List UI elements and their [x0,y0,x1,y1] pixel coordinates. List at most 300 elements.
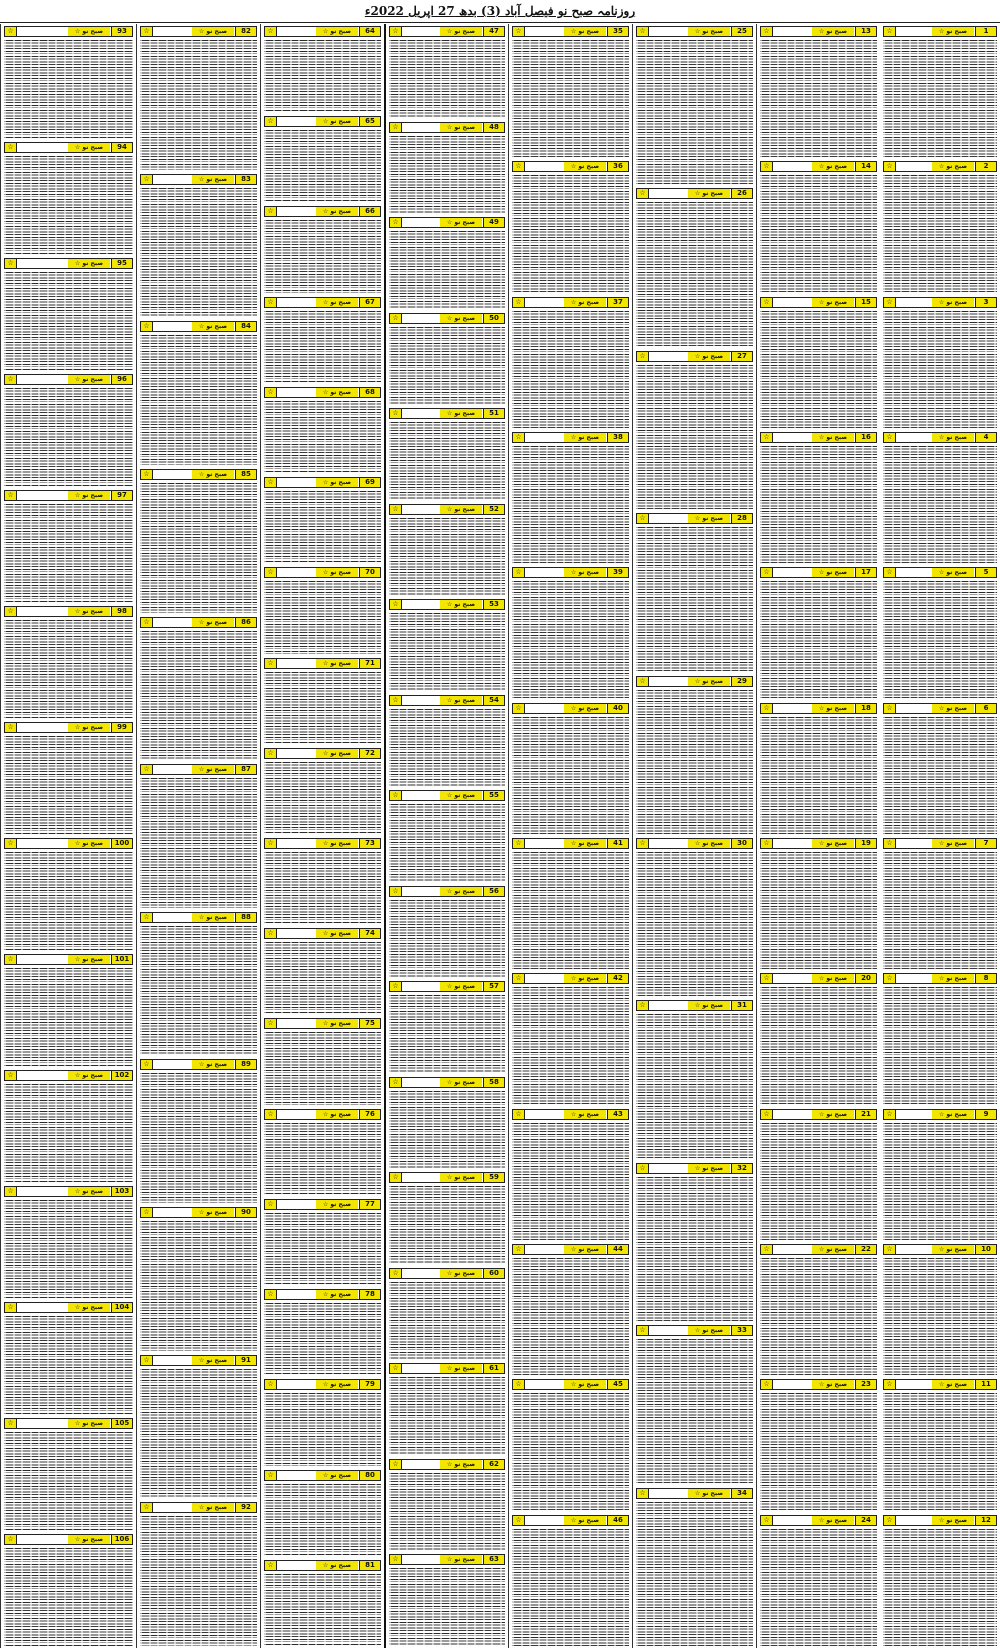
notice-title: صبح نو ☆ [932,839,974,848]
star-icon: ☆ [761,974,773,983]
notice-header [512,297,629,308]
star-icon: ☆ [513,1516,525,1525]
notice-title: صبح نو ☆ [440,887,482,896]
star-icon: ☆ [265,659,277,668]
notice-body-text [140,926,257,1056]
star-icon: ☆ [265,388,277,397]
star-icon: ☆ [5,27,17,36]
notice-block [636,1163,753,1321]
notice-title: صبح نو ☆ [68,955,110,964]
notice-block [264,838,381,924]
notice-number: 59 [483,1173,504,1182]
notice-number: 37 [607,298,628,307]
star-icon: ☆ [513,704,525,713]
notice-header [636,26,753,37]
notice-block [512,1515,629,1646]
star-icon: ☆ [265,1471,277,1480]
notice-number: 62 [483,1460,504,1469]
notice-number: 22 [855,1245,876,1254]
star-icon: ☆ [265,1561,277,1570]
notice-header [636,1488,753,1499]
notice-block [140,912,257,1056]
notice-body-text [389,231,505,309]
notice-title: صبح نو ☆ [932,1516,974,1525]
notice-number: 54 [483,696,504,705]
notice-body-text [140,483,257,613]
notice-body-text [636,1502,753,1646]
notice-block [636,513,753,671]
notice-header [389,122,505,133]
notice-header [512,973,629,984]
notice-header [636,838,753,849]
notice-title: صبح نو ☆ [688,677,730,686]
notice-body-text [264,1303,381,1375]
notice-number: 82 [235,27,256,36]
notice-header [760,161,877,172]
notice-title: صبح نو ☆ [192,470,234,479]
notice-number: 76 [359,1110,380,1119]
star-icon: ☆ [141,175,153,184]
star-icon: ☆ [390,887,402,896]
notice-header [883,973,997,984]
notice-title: صبح نو ☆ [68,259,110,268]
star-icon: ☆ [884,704,896,713]
notice-header [264,387,381,398]
notice-header [140,1059,257,1070]
notice-header [512,838,629,849]
notice-block [512,567,629,698]
notice-block [140,764,257,908]
notice-block [140,1059,257,1203]
notice-header [760,1515,877,1526]
notice-header [4,1186,133,1197]
notice-block [760,703,877,834]
notice-header [512,703,629,714]
notice-title: صبح نو ☆ [564,1110,606,1119]
star-icon: ☆ [884,298,896,307]
notice-body-text [760,311,877,428]
notice-block [4,1302,133,1414]
notice-body-text [4,1084,133,1182]
notice-number: 38 [607,433,628,442]
notice-number: 77 [359,1200,380,1209]
notice-number: 64 [359,27,380,36]
notice-number: 44 [607,1245,628,1254]
notice-body-text [883,40,997,157]
notice-number: 36 [607,162,628,171]
star-icon: ☆ [761,1110,773,1119]
star-icon: ☆ [513,433,525,442]
notice-block [512,973,629,1104]
star-icon: ☆ [761,568,773,577]
notice-number: 73 [359,839,380,848]
notice-title: صبح نو ☆ [812,1110,854,1119]
notice-body-text [760,717,877,834]
notice-block [636,676,753,834]
star-icon: ☆ [390,123,402,132]
notice-number: 32 [731,1164,752,1173]
notice-header [140,321,257,332]
notice-block [264,1289,381,1375]
notice-title: صبح نو ☆ [932,974,974,983]
notice-block [636,1000,753,1158]
notice-title: صبح نو ☆ [688,514,730,523]
star-icon: ☆ [390,1173,402,1182]
notice-header [4,954,133,965]
notice-block [389,122,505,214]
notice-body-text [389,1282,505,1360]
notice-title: صبح نو ☆ [316,1290,358,1299]
notice-title: صبح نو ☆ [440,1364,482,1373]
notice-block [264,387,381,473]
star-icon: ☆ [141,1356,153,1365]
notice-title: صبح نو ☆ [564,298,606,307]
notice-body-text [389,900,505,978]
notice-title: صبح نو ☆ [440,1460,482,1469]
notice-title: صبح نو ☆ [812,1516,854,1525]
notice-number: 71 [359,659,380,668]
notice-header [4,1534,133,1545]
notice-header [883,703,997,714]
notice-header [760,26,877,37]
notice-body-text [264,1484,381,1556]
notice-block [389,1554,505,1646]
notice-number: 40 [607,704,628,713]
star-icon: ☆ [141,1503,153,1512]
star-icon: ☆ [265,1110,277,1119]
star-icon: ☆ [761,704,773,713]
notice-body-text [264,581,381,653]
notice-header [264,748,381,759]
notice-header [389,1172,505,1183]
notice-body-text [760,1123,877,1240]
notice-body-text [4,1432,133,1530]
notice-header [4,606,133,617]
notice-header [4,490,133,501]
notice-body-text [636,1014,753,1158]
notice-title: صبح نو ☆ [316,478,358,487]
star-icon: ☆ [141,27,153,36]
notice-number: 63 [483,1555,504,1564]
notice-title: صبح نو ☆ [932,298,974,307]
notice-header [389,1268,505,1279]
notice-number: 1 [975,27,996,36]
star-icon: ☆ [5,607,17,616]
notice-header [4,1418,133,1429]
notice-block [883,1379,997,1510]
star-icon: ☆ [637,677,649,686]
notice-block [760,1244,877,1375]
star-icon: ☆ [265,478,277,487]
notice-body-text [883,311,997,428]
notice-number: 39 [607,568,628,577]
notice-body-text [389,995,505,1073]
star-icon: ☆ [390,982,402,991]
star-icon: ☆ [265,1380,277,1389]
star-icon: ☆ [884,839,896,848]
star-icon: ☆ [5,1419,17,1428]
notice-body-text [4,272,133,370]
notice-body-text [512,1393,629,1510]
star-icon: ☆ [141,913,153,922]
notice-body-text [636,527,753,671]
notice-block [264,26,381,112]
notice-header [4,838,133,849]
notice-title: صبح نو ☆ [440,123,482,132]
notice-number: 103 [111,1187,132,1196]
notice-block [512,1109,629,1240]
notice-block [4,1070,133,1182]
notice-header [883,1109,997,1120]
notice-header [512,161,629,172]
notice-header [389,313,505,324]
notice-number: 9 [975,1110,996,1119]
notice-title: صبح نو ☆ [812,974,854,983]
notice-body-text [883,1529,997,1646]
notice-number: 79 [359,1380,380,1389]
star-icon: ☆ [637,1489,649,1498]
notice-block [512,297,629,428]
notice-body-text [264,491,381,563]
notice-block [264,206,381,292]
star-icon: ☆ [5,839,17,848]
notice-block [264,748,381,834]
notice-title: صبح نو ☆ [192,618,234,627]
notice-block [140,1207,257,1351]
notice-number: 29 [731,677,752,686]
notice-body-text [512,852,629,969]
notice-title: صبح نو ☆ [812,839,854,848]
notice-title: صبح نو ☆ [68,839,110,848]
star-icon: ☆ [265,117,277,126]
notice-number: 96 [111,375,132,384]
notice-title: صبح نو ☆ [812,704,854,713]
notice-number: 31 [731,1001,752,1010]
notice-body-text [140,188,257,318]
star-icon: ☆ [637,839,649,848]
notice-header [760,297,877,308]
notice-header [512,1515,629,1526]
notice-title: صبح نو ☆ [316,207,358,216]
notice-block [389,1268,505,1360]
notice-columns [0,24,1000,1648]
star-icon: ☆ [637,1001,649,1010]
notice-title: صبح نو ☆ [316,1380,358,1389]
notice-number: 28 [731,514,752,523]
notice-header [760,432,877,443]
notice-number: 3 [975,298,996,307]
notice-header [512,432,629,443]
star-icon: ☆ [5,723,17,732]
notice-title: صبح نو ☆ [440,27,482,36]
notice-number: 41 [607,839,628,848]
notice-number: 84 [235,322,256,331]
notice-number: 55 [483,791,504,800]
notice-number: 98 [111,607,132,616]
notice-title: صبح نو ☆ [440,1269,482,1278]
notice-number: 46 [607,1516,628,1525]
star-icon: ☆ [265,839,277,848]
star-icon: ☆ [513,27,525,36]
star-icon: ☆ [884,433,896,442]
star-icon: ☆ [141,470,153,479]
notice-title: صبح نو ☆ [68,1535,110,1544]
masthead-text: روزنامہ صبح نو فیصل آباد (3) بدھ 27 اپریل 2022ء [364,4,636,18]
star-icon: ☆ [390,27,402,36]
notice-title: صبح نو ☆ [316,298,358,307]
notice-block [264,477,381,563]
notice-number: 47 [483,27,504,36]
notice-header [140,1355,257,1366]
notice-block [760,1379,877,1510]
notice-block [389,599,505,691]
notice-block [512,703,629,834]
notice-number: 42 [607,974,628,983]
notice-title: صبح نو ☆ [932,27,974,36]
notice-block [264,297,381,383]
notice-title: صبح نو ☆ [564,974,606,983]
notice-block [512,26,629,157]
notice-body-text [760,446,877,563]
notice-block [883,1515,997,1646]
notice-body-text [389,1186,505,1264]
notice-number: 12 [975,1516,996,1525]
notice-header [264,658,381,669]
notice-header [389,26,505,37]
notice-block [636,838,753,996]
notice-number: 43 [607,1110,628,1119]
notice-block [264,1379,381,1465]
star-icon: ☆ [761,298,773,307]
notice-block [389,981,505,1073]
notice-header [389,1554,505,1565]
notice-block [264,928,381,1014]
notice-header [883,567,997,578]
notice-number: 5 [975,568,996,577]
star-icon: ☆ [761,433,773,442]
notice-number: 19 [855,839,876,848]
notice-number: 75 [359,1019,380,1028]
star-icon: ☆ [513,1380,525,1389]
notice-body-text [512,40,629,157]
notice-body-text [264,130,381,202]
notice-block [264,1018,381,1104]
notice-title: صبح نو ☆ [932,1245,974,1254]
notice-header [140,26,257,37]
notice-body-text [389,422,505,500]
notice-number: 85 [235,470,256,479]
notice-block [140,469,257,613]
notice-title: صبح نو ☆ [316,929,358,938]
notice-body-text [512,1258,629,1375]
notice-body-text [140,1516,257,1646]
notice-number: 24 [855,1516,876,1525]
notice-body-text [264,1574,381,1646]
notice-title: صبح نو ☆ [316,1561,358,1570]
notice-number: 52 [483,505,504,514]
notice-block [883,567,997,698]
notice-title: صبح نو ☆ [812,1245,854,1254]
star-icon: ☆ [265,1290,277,1299]
notice-body-text [636,852,753,996]
notice-number: 50 [483,314,504,323]
notice-number: 67 [359,298,380,307]
notice-header [883,432,997,443]
star-icon: ☆ [5,143,17,152]
star-icon: ☆ [265,749,277,758]
star-icon: ☆ [265,298,277,307]
notice-number: 30 [731,839,752,848]
star-icon: ☆ [884,568,896,577]
notice-body-text [389,1091,505,1169]
notice-body-text [760,1529,877,1646]
notice-body-text [760,40,877,157]
notice-header [512,1109,629,1120]
notice-number: 101 [111,955,132,964]
notice-header [389,695,505,706]
notice-block [760,432,877,563]
notice-block [389,313,505,405]
notice-header [883,26,997,37]
notice-number: 48 [483,123,504,132]
notice-title: صبح نو ☆ [68,143,110,152]
notice-title: صبح نو ☆ [688,1489,730,1498]
notice-block [389,1077,505,1169]
notice-title: صبح نو ☆ [564,568,606,577]
notice-body-text [4,156,133,254]
notice-body-text [883,446,997,563]
notice-block [264,1560,381,1646]
notice-body-text [883,987,997,1104]
notice-number: 89 [235,1060,256,1069]
notice-header [636,351,753,362]
notice-body-text [883,717,997,834]
notice-header [264,1018,381,1029]
notice-column [508,24,632,1648]
notice-title: صبح نو ☆ [316,117,358,126]
notice-block [636,1488,753,1646]
notice-block [760,297,877,428]
notice-number: 94 [111,143,132,152]
notice-body-text [4,1200,133,1298]
notice-title: صبح نو ☆ [316,749,358,758]
notice-body-text [140,335,257,465]
star-icon: ☆ [265,1019,277,1028]
notice-header [883,297,997,308]
notice-header [389,217,505,228]
star-icon: ☆ [884,162,896,171]
notice-body-text [264,1123,381,1195]
notice-block [4,142,133,254]
notice-number: 13 [855,27,876,36]
notice-title: صبح نو ☆ [812,298,854,307]
notice-title: صبح نو ☆ [68,1071,110,1080]
star-icon: ☆ [513,839,525,848]
notice-body-text [389,804,505,882]
star-icon: ☆ [761,839,773,848]
notice-title: صبح نو ☆ [192,27,234,36]
notice-body-text [512,311,629,428]
notice-number: 83 [235,175,256,184]
notice-number: 6 [975,704,996,713]
notice-block [760,1515,877,1646]
notice-header [4,1070,133,1081]
notice-body-text [883,852,997,969]
notice-number: 72 [359,749,380,758]
notice-title: صبح نو ☆ [440,982,482,991]
star-icon: ☆ [5,955,17,964]
notice-header [264,1379,381,1390]
